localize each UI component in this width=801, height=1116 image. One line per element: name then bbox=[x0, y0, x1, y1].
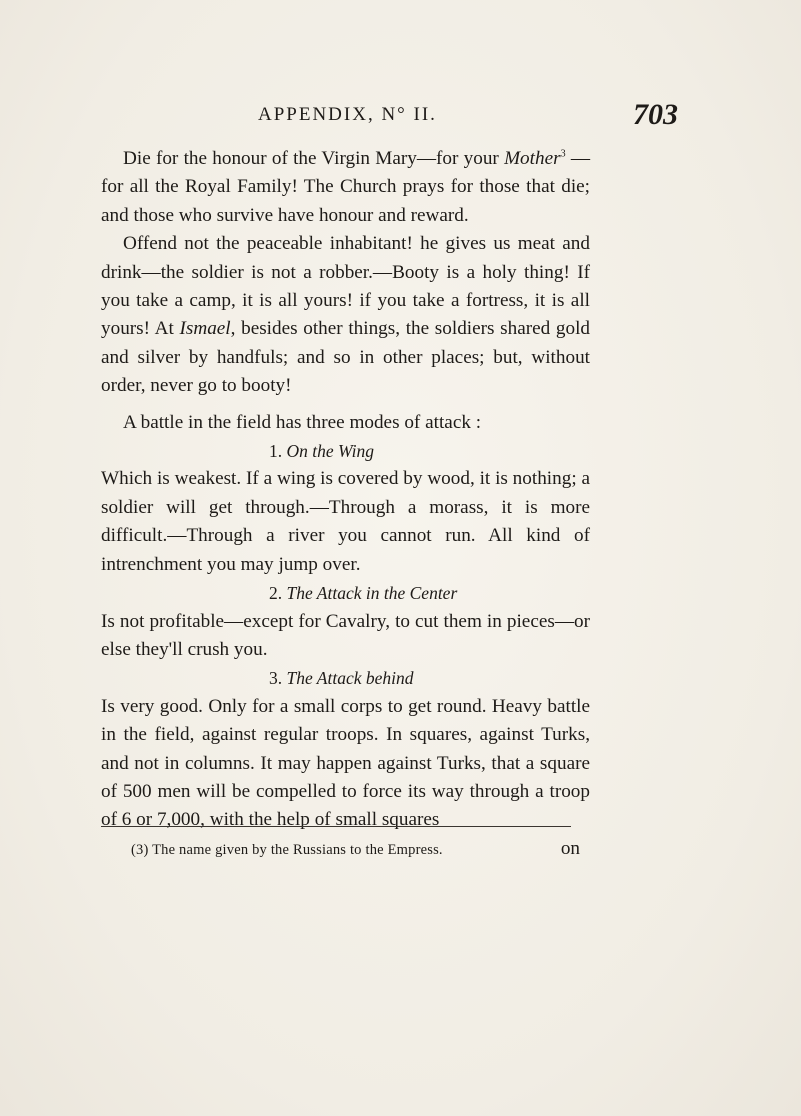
section-number: 2. bbox=[269, 583, 283, 604]
section-heading-2 bbox=[101, 579, 590, 607]
mother-word: Mother bbox=[504, 148, 561, 169]
section-text-1: Which is weakest. If a wing is covered by wood, it is nothing; a soldier will get through.—Through a morass, it is more difficult.—Through a river you cannot run. All kind of intrenchment you may jump over. bbox=[101, 468, 590, 575]
section-text-2: Is not profitable—except for Cavalry, to cut them in pieces—or else they'll crush you. bbox=[101, 610, 590, 660]
paragraph-2-rest: , besides other things, the soldiers shared gold and silver by handfuls; and so in other places; but, without order, never go to booty! bbox=[101, 318, 591, 397]
section-heading-1 bbox=[101, 437, 590, 465]
section-number: 3. bbox=[269, 668, 283, 689]
section-title: The Attack in the Center bbox=[286, 583, 458, 604]
catchword: on bbox=[560, 837, 580, 859]
footnote-rule bbox=[101, 826, 571, 827]
footnote-marker: 3 bbox=[560, 148, 566, 160]
paragraph-2 bbox=[101, 230, 590, 400]
paragraph-2-lead: Offend not the peaceable inhabitant! he gives us meat and drink—the soldier is not a robber.—Booty is a holy thing! If you take a camp, it is all yours! if you take a fortress, it is all yours! At bbox=[101, 233, 590, 340]
paragraph-1-rest: —for all the Royal Family! The Church prays for those that die; and those who survive have honour and reward. bbox=[101, 148, 591, 226]
paragraph-1-lead: Die for the honour of the Virgin Mary—for your bbox=[123, 148, 505, 169]
section-title: On the Wing bbox=[286, 441, 374, 462]
paragraph-1 bbox=[101, 145, 590, 230]
paragraph-3: A battle in the field has three modes of attack : bbox=[123, 411, 482, 433]
footnote: (3) The name given by the Russians to the Empress. bbox=[131, 842, 443, 858]
section-number: 1. bbox=[269, 441, 283, 462]
section-title: The Attack behind bbox=[286, 668, 414, 689]
running-head: APPENDIX, N° II. bbox=[258, 104, 437, 125]
section-text-3: Is very good. Only for a small corps to get round. Heavy battle in the field, against regular troops. In squares, against Turks, and not in columns. It may happen against Turks, that a square of 500 men will be compelled to force its way through a troop of 6 or 7,000, with the help of small squares bbox=[101, 695, 590, 831]
body-text bbox=[101, 145, 590, 863]
ismael-word: Ismael bbox=[179, 318, 231, 340]
page-number: 703 bbox=[633, 98, 678, 131]
section-heading-3 bbox=[101, 664, 590, 692]
